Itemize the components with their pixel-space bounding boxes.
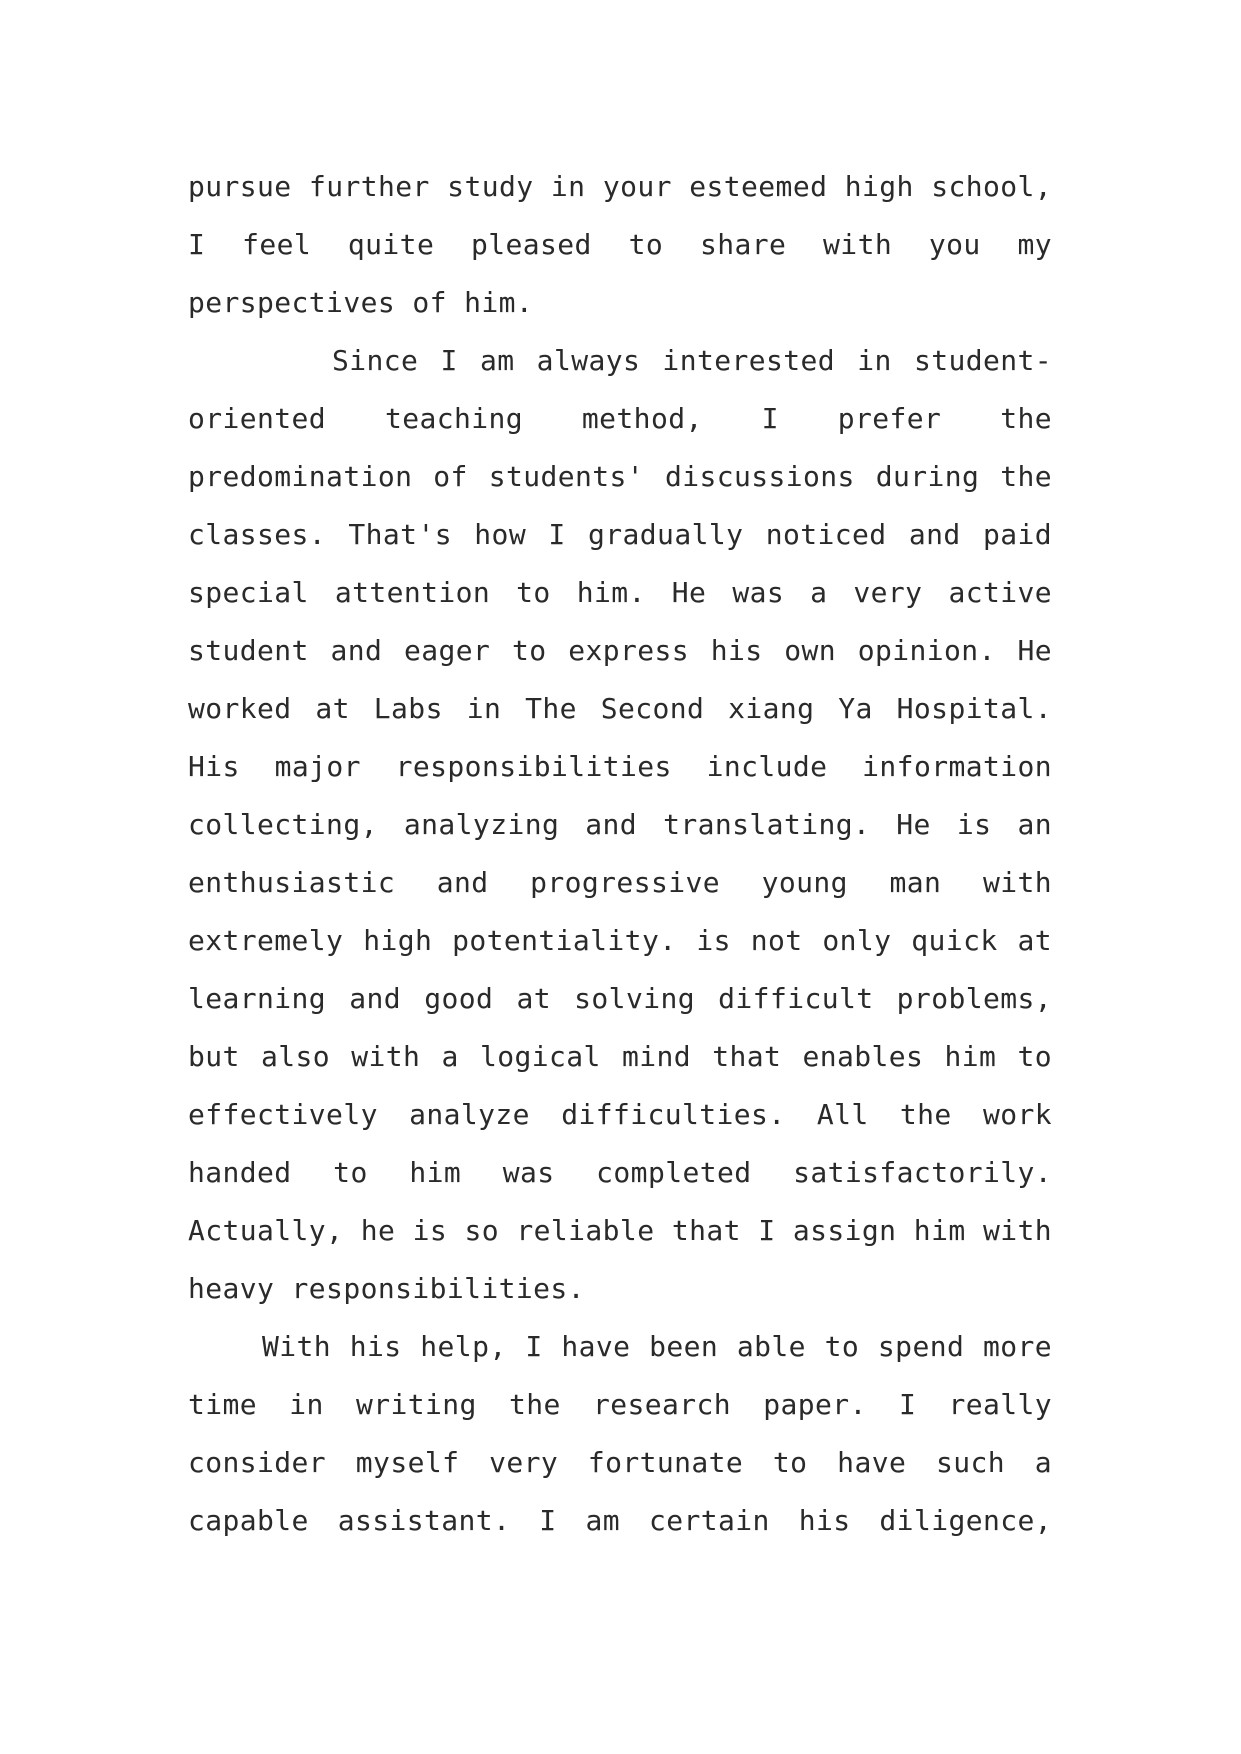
letter-body <box>188 158 1052 1550</box>
paragraph-assistant-help: With his help, I have been able to spend more time in writing the research paper. I really consider myself very fortunate to have such a capable assistant. I am certain his diligence, <box>188 1330 1052 1537</box>
paragraph-student-description: Since I am always interested in student-oriented teaching method, I prefer the predomination of students' discussions during the classes. That's how I gradually noticed and paid special attention to him. He was a very active student and eager to express his own opinion. He worked at Labs in The Second xiang Ya Hospital. His major responsibilities include information collecting, analyzing and translating. He is an enthusiastic and progressive young man with extremely high potentiality. is not only quick at learning and good at solving difficult problems, but also with a logical mind that enables him to effectively analyze difficulties. All the work handed to him was completed satisfactorily. Actually, he is so reliable that I assign him with heavy responsibilities. <box>188 344 1052 1305</box>
paragraph-perspectives: pursue further study in your esteemed high school, I feel quite pleased to share with you my perspectives of him. <box>188 170 1052 319</box>
